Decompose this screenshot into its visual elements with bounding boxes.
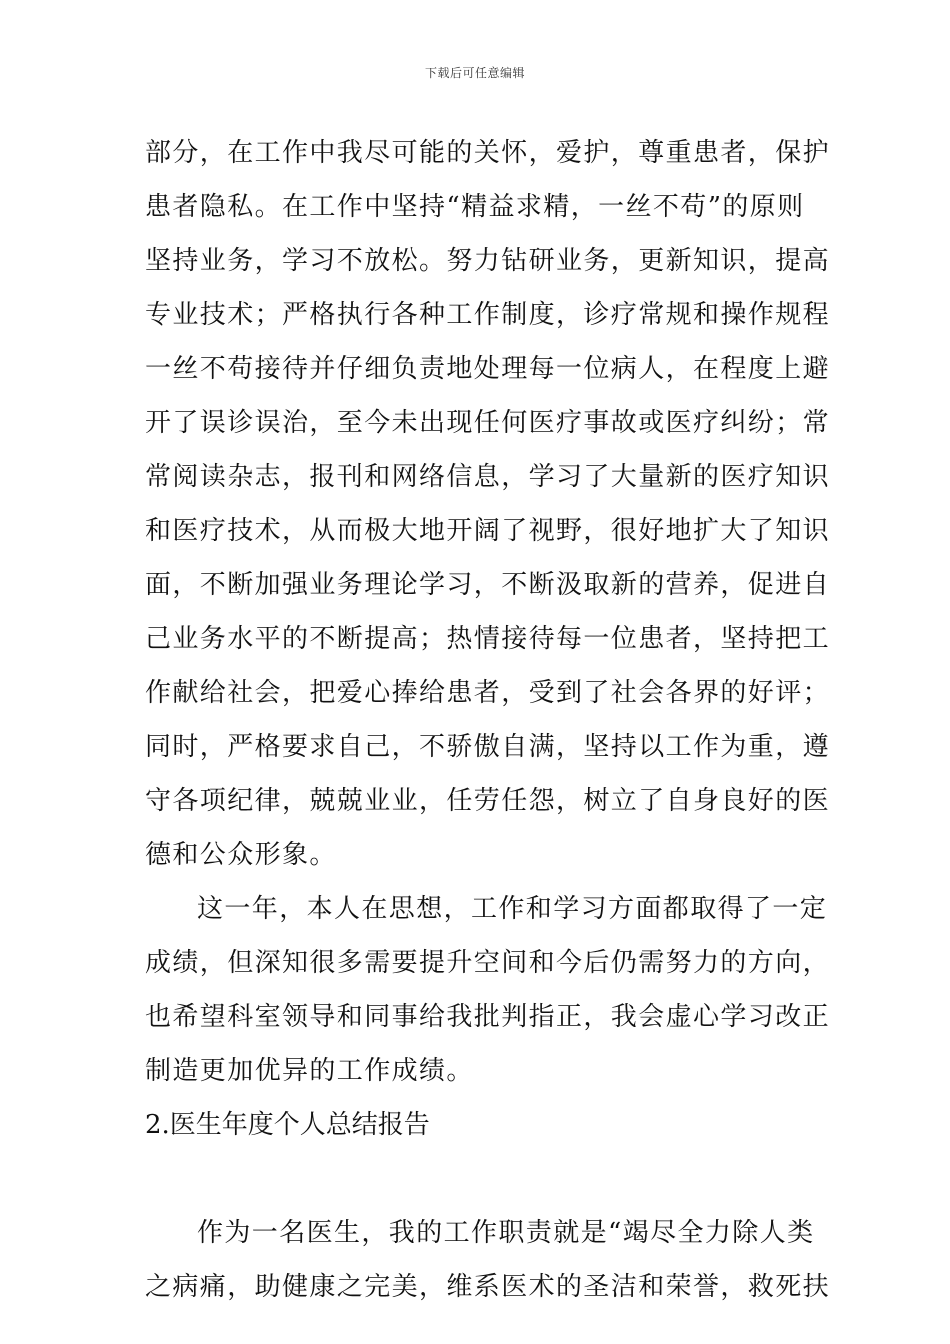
paragraph-3 [145,1206,831,1314]
paragraph-line: 作献给社会，把爱心捧给患者，受到了社会各界的好评； [145,678,831,708]
paragraph-line: 患者隐私。在工作中坚持“精益求精，一丝不苟”的原则 [145,192,805,222]
paragraph-line: 坚持业务，学习不放松。努力钻研业务，更新知识，提高 [145,246,831,276]
paragraph-line: 己业务水平的不断提高；热情接待每一位患者，坚持把工 [145,624,831,654]
page-header: 下载后可任意编辑 [424,66,525,80]
paragraph-line: 专业技术；严格执行各种工作制度，诊疗常规和操作规程 [145,300,831,330]
blank-line [145,1152,815,1206]
paragraph-line: 常阅读杂志，报刊和网络信息，学习了大量新的医疗知识 [145,462,831,492]
paragraph-line: 守各项纪律，兢兢业业，任劳任怨，树立了自身良好的医 [145,786,831,816]
paragraph-line: 成绩，但深知很多需要提升空间和今后仍需努力的方向， [145,948,831,978]
paragraph-2 [145,882,831,1098]
paragraph-line: 德和公众形象。 [145,840,337,870]
paragraph-line: 部分，在工作中我尽可能的关怀，爱护，尊重患者，保护 [145,138,831,168]
paragraph-line: 和医疗技术，从而极大地开阔了视野，很好地扩大了知识 [145,516,831,546]
paragraph-line: 制造更加优异的工作成绩。 [145,1056,474,1086]
paragraph-line: 之病痛，助健康之完美，维系医术的圣洁和荣誉，救死扶 [145,1272,831,1302]
paragraph-line: 也希望科室领导和同事给我批判指正，我会虚心学习改正 [145,1002,831,1032]
section-heading: 2.医生年度个人总结报告 [145,1110,430,1140]
paragraph-line: 一丝不苟接待并仔细负责地处理每一位病人，在程度上避 [145,354,831,384]
paragraph-line: 开了误诊误治，至今未出现任何医疗事故或医疗纠纷；常 [145,408,831,438]
paragraph-line: 同时，严格要求自己，不骄傲自满，坚持以工作为重，遵 [145,732,831,762]
paragraph-1 [145,126,831,882]
paragraph-line: 这一年，本人在思想，工作和学习方面都取得了一定 [197,894,828,924]
paragraph-line: 面，不断加强业务理论学习，不断汲取新的营养，促进自 [145,570,831,600]
paragraph-line: 作为一名医生，我的工作职责就是“竭尽全力除人类 [197,1218,815,1248]
document-body [145,126,831,1314]
